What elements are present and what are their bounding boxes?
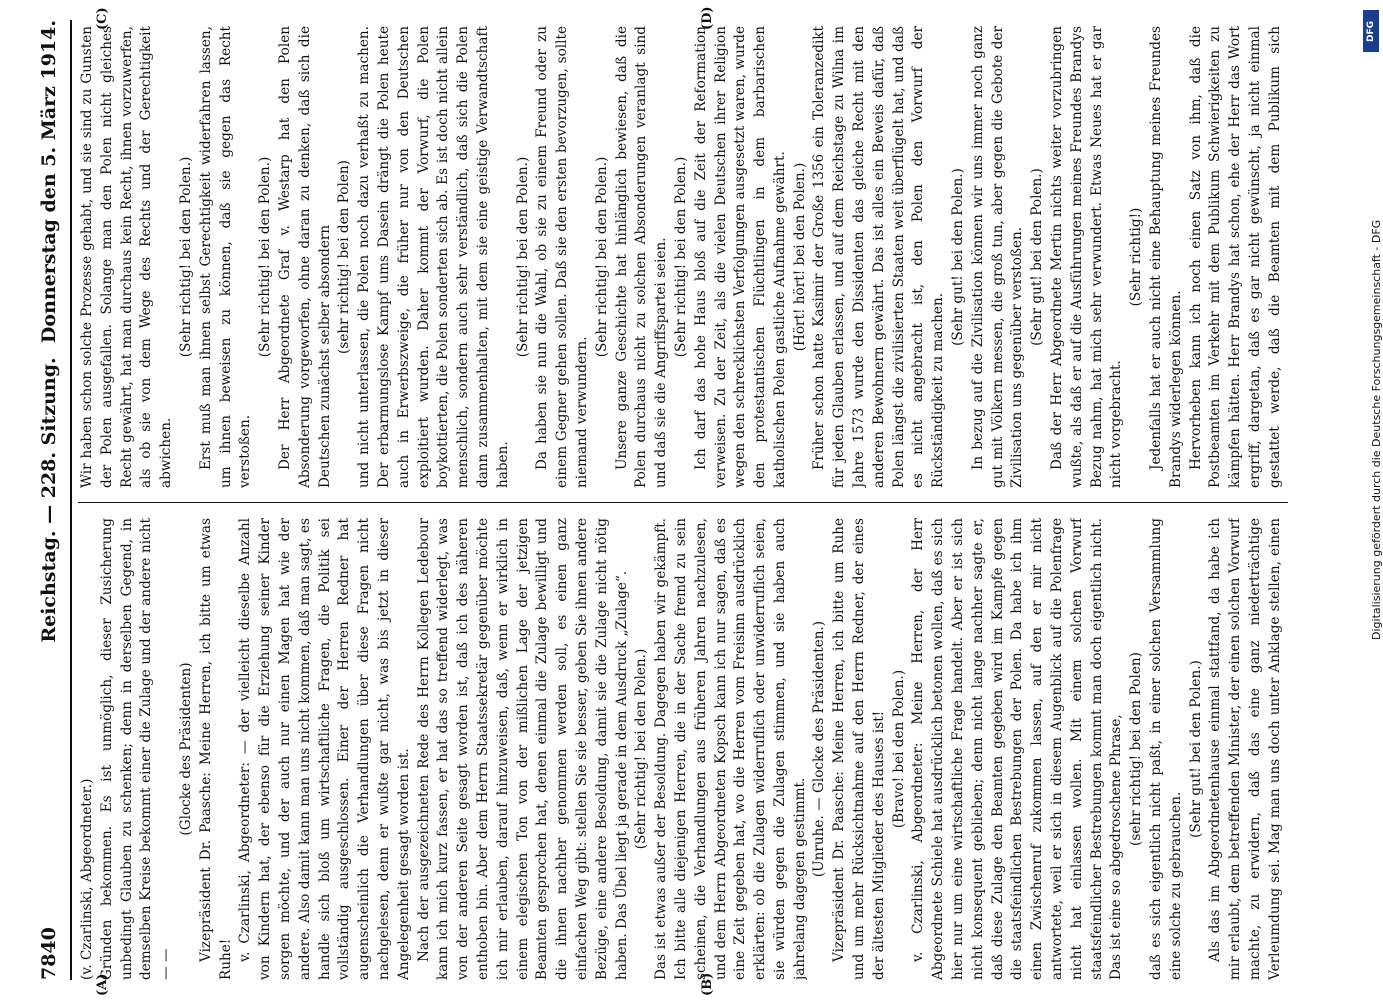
page-header	[30, 20, 72, 980]
interjection: (Sehr gut! bei den Polen.)	[1187, 660, 1204, 838]
paragraph: Ich darf das hohe Haus bloß auf die Zeit der Reformation verweisen. Zu der Zeit, als die vielen Deutschen ihrer Religion wegen den schrecklichsten Verfolgungen ausgesetzt waren, wurde den protestantischen Flüchtlingen in dem barbarischen katholischen Polen gastliche Aufnahme gewährt.	[692, 26, 788, 488]
paragraph: Früher schon hatte Kasimir der Große 1356 ein Toleranzedikt für jeden Glauben erlassen, und auf dem Reichstage zu Wilna im Jahre 1573 wurde den Dissidenten das gleiche Recht mit den anderen Bewohnern gewährt. Das ist alles ein Beweis dafür, daß Polen längst die zivilisierten Staaten weit überflügelt hat, und daß es nicht angebracht ist, den Polen den Vorwurf der Rückständigkeit zu machen.	[811, 26, 947, 488]
margin-marker-b: (B)	[700, 972, 715, 996]
credit-text: Digitalisierung gefördert durch die Deutsche Forschungsgemeinschaft - DFG	[1370, 219, 1383, 640]
interjection: (Sehr richtig!)	[1128, 207, 1145, 307]
interjection: (Sehr richtig! bei den Polen.)	[593, 156, 610, 358]
interjection: (Hört! hört! bei den Polen.)	[791, 162, 808, 352]
session-date: Donnerstag den 5. März 1914.	[38, 20, 60, 344]
digitization-credit	[1357, 0, 1383, 1000]
paragraph: v. Czarlinski, Abgeordneter: Meine Herren, der Herr Abgeordnete Schiele hat ausdrücklich betonen wollen, daß es sich hier nur um eine wirtschaftliche Frage handelt. Aber er ist sich nicht konsequent geblieben; denn nicht lange nachher sagte er, daß diese Zulage den Beamten gegeben wird im Kampfe gegen die staatsfeindlichen Bestrebungen der Polen. Da habe ich ihm einen Zwischenruf zukommen lassen, auf den er mir nicht antwortete, weil er sich in diesem Augenblick auf die Polenfrage nicht hat einlassen wollen. Mit einem solchen Vorwurf staatsfeindlicher Bestrebungen kommt man doch eigentlich nicht. Das ist eine so abgedroschene Phrase,	[910, 518, 1125, 980]
paragraph: v. Czarlinski, Abgeordneter: — der vielleicht dieselbe Anzahl von Kindern hat, der ebenso für die Erziehung seiner Kinder sorgen möchte, und der auch nur einen Magen hat wie der andere. Also damit kann man uns nicht kommen, daß man sagt, es handle sich bloß um wirtschaftliche Fragen, die Politik sei vollständig ausgeschlossen. Einer der Herren Redner hat augenscheinlich die Verhandlungen über diese Fragen nicht nachgelesen, denn er wußte gar nicht, was bis jetzt in dieser Angelegenheit gesagt worden ist.	[237, 518, 412, 980]
dfg-logo: DFG	[1363, 10, 1379, 52]
paragraph: Nach der ausgezeichneten Rede des Herrn Kollegen Ledebour kann ich mich kurz fassen, er hat das so treffend widerlegt, was von der anderen Seite gesagt worden ist, daß ich des näheren enthoben bin. Aber dem Herrn Staatssekretär gegenüber möchte ich mir erlauben, darauf hinzuweisen, daß, wenn er wirklich in einem elegischen Ton von der mißlichen Lage der jetzigen Beamten gesprochen hat, denen einmal die Zulage bewilligt und die ihnen nachher genommen werden soll, es einen ganz einfachen Weg gibt: stellen Sie sie besser, geben Sie ihnen andere Bezüge, eine andere Besoldung, damit sie die Zulage nicht nötig haben. Das Übel liegt ja gerade in dem Ausdruck „Zulage“.	[415, 518, 630, 980]
interjection: (Bravo! bei den Polen.)	[890, 669, 907, 829]
left-text-column	[78, 518, 1288, 980]
paragraph: und nicht unterlassen, die Polen noch dazu verhaßt zu machen. Der erbarmungslose Kampf ums Dasein drängt die Polen heute auch in Erwerbszweige, die früher nur von den Deutschen exploitiert wurden. Daher kommt der Vorwurf, die Polen boykottierten, die Polen sonderten sich ab. Es ist doch nicht allein menschlich, sondern auch sehr verständlich, daß sich die Polen dann zusammenhalten, mit dem sie eine geistige Verwandtschaft haben.	[356, 26, 511, 488]
paragraph: Das ist etwas außer der Besoldung. Dagegen haben wir gekämpft. Ich bitte alle diejenigen Herren, die in der Sache fremd zu sein scheinen, die Verhandlungen aus früheren Jahren nachzulesen, und dem Herrn Abgeordneten Kopsch kann ich nur sagen, daß es eine Zeit gegeben hat, wo die Herren vom Freisinn ausdrücklich erklärten: ob die Zulagen widerruflich oder unwiderruflich seien, sie würden gegen die Zulagen stimmen, und sie haben auch jahrelang dagegen gestimmt.	[653, 518, 808, 980]
interjection: (Sehr gut! bei den Polen.)	[1029, 168, 1046, 346]
margin-marker-d: (D)	[700, 6, 715, 30]
paragraph: Unsere ganze Geschichte hat hinlänglich bewiesen, daß die Polen durchaus nicht zu solchen Absonderungen veranlagt sind und daß sie die Angriffspartei seien.	[613, 26, 670, 488]
column-divider	[78, 502, 1288, 503]
interjection: (Sehr richtig! bei den Polen.)	[514, 156, 531, 358]
paragraph: In bezug auf die Zivilisation können wir uns immer noch ganz gut mit Völkern messen, die groß tun, aber gegen die Gebote der Zivilisation uns gegenüber verstoßen.	[969, 26, 1026, 488]
interjection: (sehr richtig! bei den Polen)	[336, 160, 353, 354]
paragraph: Als das im Abgeordnetenhause einmal stattfand, da habe ich mir erlaubt, dem betreffenden Minister, der einen solchen Vorwurf machte, zu erwidern, daß das eine ganz niederträchtige Verleumdung sei. Mag man uns doch unter Anklage stellen, einen	[1207, 518, 1283, 980]
interjection: (Sehr gut! bei den Polen.)	[950, 168, 967, 346]
interjection: (Sehr richtig! bei den Polen.)	[257, 156, 274, 358]
interjection: (Unruhe. — Glocke des Präsidenten.)	[811, 620, 828, 878]
paragraph: Vizepräsident Dr. Paasche: Meine Herren, ich bitte um etwas Ruhe!	[197, 518, 234, 980]
margin-marker-a: (A)	[95, 973, 110, 996]
paragraph: Gründen bekommen. Es ist unmöglich, dieser Zusicherung unbedingt Glauben zu schenken; denn in derselben Gegend, in demselben Kreise bekommt einer die Zulage und der andere nicht — —	[98, 518, 175, 980]
paragraph: (v. Czarlinski, Abgeordneter.)	[79, 778, 95, 980]
paragraph: Erst muß man ihnen selbst Gerechtigkeit widerfahren lassen, um ihnen beweisen zu können, daß sie gegen das Recht verstoßen.	[197, 26, 254, 488]
page-number: 7840	[38, 927, 60, 980]
paragraph: Hervorheben kann ich noch einen Satz von ihm, daß die Postbeamten im Verkehr mit dem Publikum Schwierigkeiten zu kämpfen hätten. Herr Brandys hat schon, ehe der Herr das Wort ergriff, dargetan, daß es gar nicht gewünscht, ja nicht einmal gestattet werde, daß die Beamten mit dem Publikum sich	[1187, 26, 1283, 488]
interjection: (sehr richtig! bei den Polen)	[1128, 652, 1145, 846]
interjection: (Sehr richtig! bei den Polen.)	[672, 156, 689, 358]
session-title: Reichstag. — 228. Sitzung.	[38, 357, 60, 643]
paragraph: Vizepräsident Dr. Paasche: Meine Herren, ich bitte um Ruhe und um mehr Rücksichtnahme auf den Herrn Redner, der eines der ältesten Mitglieder des Hauses ist!	[831, 518, 887, 980]
paragraph: Wir haben schon solche Prozesse gehabt, und sie sind zu Gunsten der Polen ausgefallen. Solange man den Polen nicht gleiches Recht gewährt, hat man durchaus kein Recht, ihnen vorzuwerfen, als ob sie von dem Wege des Rechts und der Gerechtigkeit abwichen.	[79, 26, 175, 488]
paragraph: Da haben sie nun die Wahl, ob sie zu einem Freund oder zu einem Gegner gehen sollen. Daß sie den ersten bevorzugen, sollte niemand verwundern.	[534, 26, 590, 488]
paragraph: Daß der Herr Abgeordnete Mertin nichts weiter vorzubringen wußte, als daß er auf die Ausführungen meines Freundes Brandys Bezug nahm, hat mich sehr verwundert. Etwas Neues hat er gar nicht vorgebracht.	[1049, 26, 1125, 488]
interjection: (Glocke des Präsidenten)	[177, 662, 194, 836]
paragraph: Der Herr Abgeordnete Graf v. Westarp hat den Polen Absonderung vorgeworfen, ohne daran zu denken, daß sich die Deutschen zunächst selber absondern	[276, 26, 333, 488]
paragraph: daß es sich eigentlich nicht paßt, in einer solchen Versammlung eine solche zu gebrauchen.	[1148, 518, 1184, 980]
interjection: (Sehr richtig! bei den Polen.)	[177, 156, 194, 358]
margin-marker-c: (C)	[95, 7, 110, 30]
interjection: (Sehr richtig! bei den Polen.)	[633, 648, 650, 850]
right-text-column	[78, 26, 1288, 488]
paragraph: Jedenfalls hat er auch nicht eine Behauptung meines Freundes Brandys widerlegen können.	[1148, 26, 1184, 488]
